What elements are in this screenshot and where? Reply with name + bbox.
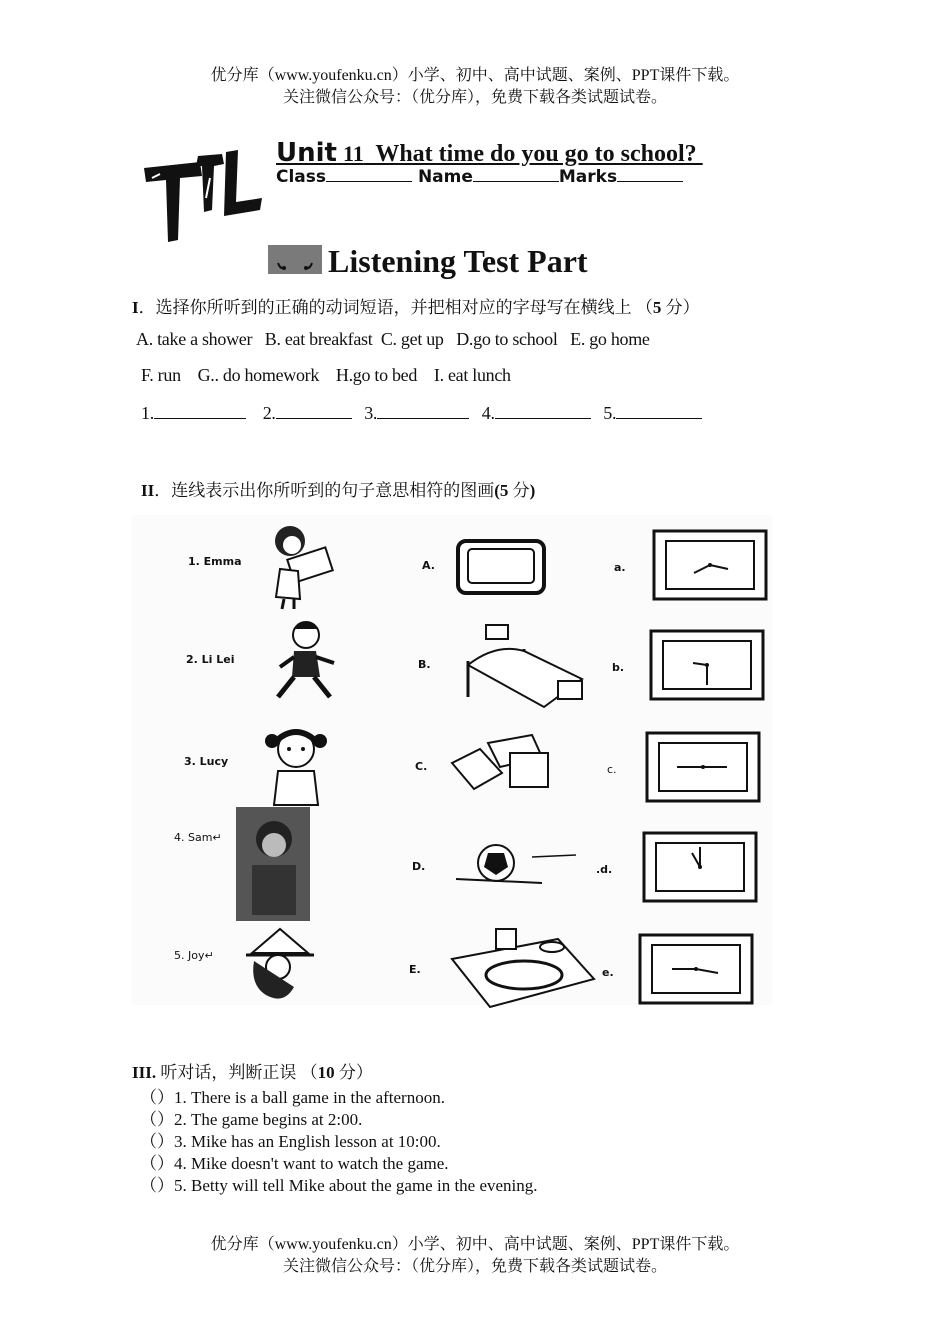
books-picture bbox=[450, 733, 554, 795]
sam-picture bbox=[236, 807, 310, 921]
page-header-line1: 优分库（www.youfenku.cn）小学、初中、高中试题、案例、PPT课件下载。 bbox=[210, 67, 740, 84]
student-fields bbox=[276, 165, 683, 187]
page-header-line2: 关注微信公众号：（优分库），免费下载各类试题试卷。 bbox=[282, 89, 667, 106]
name-blank[interactable] bbox=[473, 165, 559, 182]
joy-picture bbox=[244, 925, 318, 1009]
picture-e-label: E. bbox=[409, 963, 421, 976]
option-h: H.go to bed bbox=[335, 365, 418, 385]
name-label: Name bbox=[417, 167, 473, 187]
unit-word: Unit bbox=[276, 138, 337, 168]
lucy-picture bbox=[254, 717, 338, 809]
emma-reading-picture bbox=[260, 519, 344, 611]
judge-item-5: （）5. Betty will tell Mike about the game in the evening. bbox=[140, 1176, 538, 1195]
unit-question: What time do you go to school? bbox=[363, 141, 703, 167]
option-f: F. run bbox=[141, 365, 181, 385]
class-blank[interactable] bbox=[326, 165, 412, 182]
section3-heading: III. 听对话，判断正误 （10 分） bbox=[132, 1063, 373, 1082]
matching-image bbox=[132, 515, 772, 1005]
person-3-label: 3. Lucy bbox=[184, 755, 229, 768]
unit-title bbox=[276, 138, 703, 168]
clock-d bbox=[640, 829, 760, 907]
clock-e-label: e. bbox=[602, 966, 614, 979]
clock-c-label: c. bbox=[607, 763, 617, 776]
person-4-label: 4. Sam↵ bbox=[174, 831, 222, 844]
marks-label: Marks bbox=[558, 167, 618, 187]
option-e: E. go home bbox=[570, 329, 650, 349]
answer-blank-5[interactable] bbox=[616, 402, 702, 419]
option-d: D.go to school bbox=[456, 329, 558, 349]
picture-b-label: B. bbox=[418, 658, 431, 671]
logo-text: TTL bbox=[202, 196, 204, 197]
clock-d-label: .d. bbox=[596, 863, 613, 876]
answer-blank-1[interactable] bbox=[154, 402, 246, 419]
breakfast-table-picture bbox=[448, 925, 598, 1009]
picture-c-label: C. bbox=[415, 760, 428, 773]
section1-options-row2 bbox=[141, 365, 511, 386]
section2-heading: II．连线表示出你所听到的句子意思相符的图画(5 分) bbox=[141, 481, 536, 500]
ttl-logo bbox=[140, 148, 265, 246]
judge-item-3: （）3. Mike has an English lesson at 10:00. bbox=[140, 1132, 441, 1151]
clock-b bbox=[647, 627, 767, 705]
section1-heading: I．选择你所听到的正确的动词短语，并把相对应的字母写在横线上 （5 分） bbox=[132, 298, 700, 317]
person-2-label: 2. Li Lei bbox=[186, 653, 235, 666]
clock-a-label: a. bbox=[614, 561, 626, 574]
option-a: A. take a shower bbox=[136, 329, 253, 349]
class-label: Class bbox=[276, 167, 327, 187]
listening-title: Listening Test Part bbox=[328, 243, 588, 279]
clock-e bbox=[636, 931, 756, 1009]
bed-picture bbox=[464, 621, 588, 711]
picture-a-label: A. bbox=[422, 559, 435, 572]
judge-item-4: （）4. Mike doesn't want to watch the game. bbox=[140, 1154, 449, 1173]
answer-blank-2[interactable] bbox=[276, 402, 352, 419]
clock-a bbox=[650, 527, 770, 605]
judge-item-2: （）2. The game begins at 2:00. bbox=[140, 1110, 363, 1129]
option-i: I. eat lunch bbox=[433, 365, 511, 385]
section1-options-row1 bbox=[136, 329, 650, 350]
tv-picture bbox=[454, 535, 548, 597]
page-footer-line2: 关注微信公众号：（优分库），免费下载各类试题试卷。 bbox=[282, 1258, 667, 1275]
option-g: G.. do homework bbox=[197, 365, 320, 385]
section1-blanks: 1. 2. 3. 4. 5. bbox=[141, 402, 702, 424]
picture-d-label: D. bbox=[412, 860, 426, 873]
headphones-icon bbox=[268, 245, 322, 274]
marks-blank[interactable] bbox=[617, 165, 683, 182]
answer-blank-3[interactable] bbox=[377, 402, 469, 419]
clock-b-label: b. bbox=[612, 661, 625, 674]
person-5-label: 5. Joy↵ bbox=[174, 949, 214, 962]
option-b: B. eat breakfast bbox=[264, 329, 373, 349]
unit-number: 11 bbox=[342, 141, 364, 166]
option-c: C. get up bbox=[380, 329, 444, 349]
person-1-label: 1. Emma bbox=[188, 555, 242, 568]
judge-item-1: （）1. There is a ball game in the afternoon. bbox=[140, 1088, 445, 1107]
clock-c bbox=[643, 729, 763, 807]
page-footer-line1: 优分库（www.youfenku.cn）小学、初中、高中试题、案例、PPT课件下载。 bbox=[210, 1236, 740, 1253]
lilei-running-picture bbox=[264, 615, 348, 707]
answer-blank-4[interactable] bbox=[495, 402, 591, 419]
soccer-ball-picture bbox=[452, 843, 582, 893]
